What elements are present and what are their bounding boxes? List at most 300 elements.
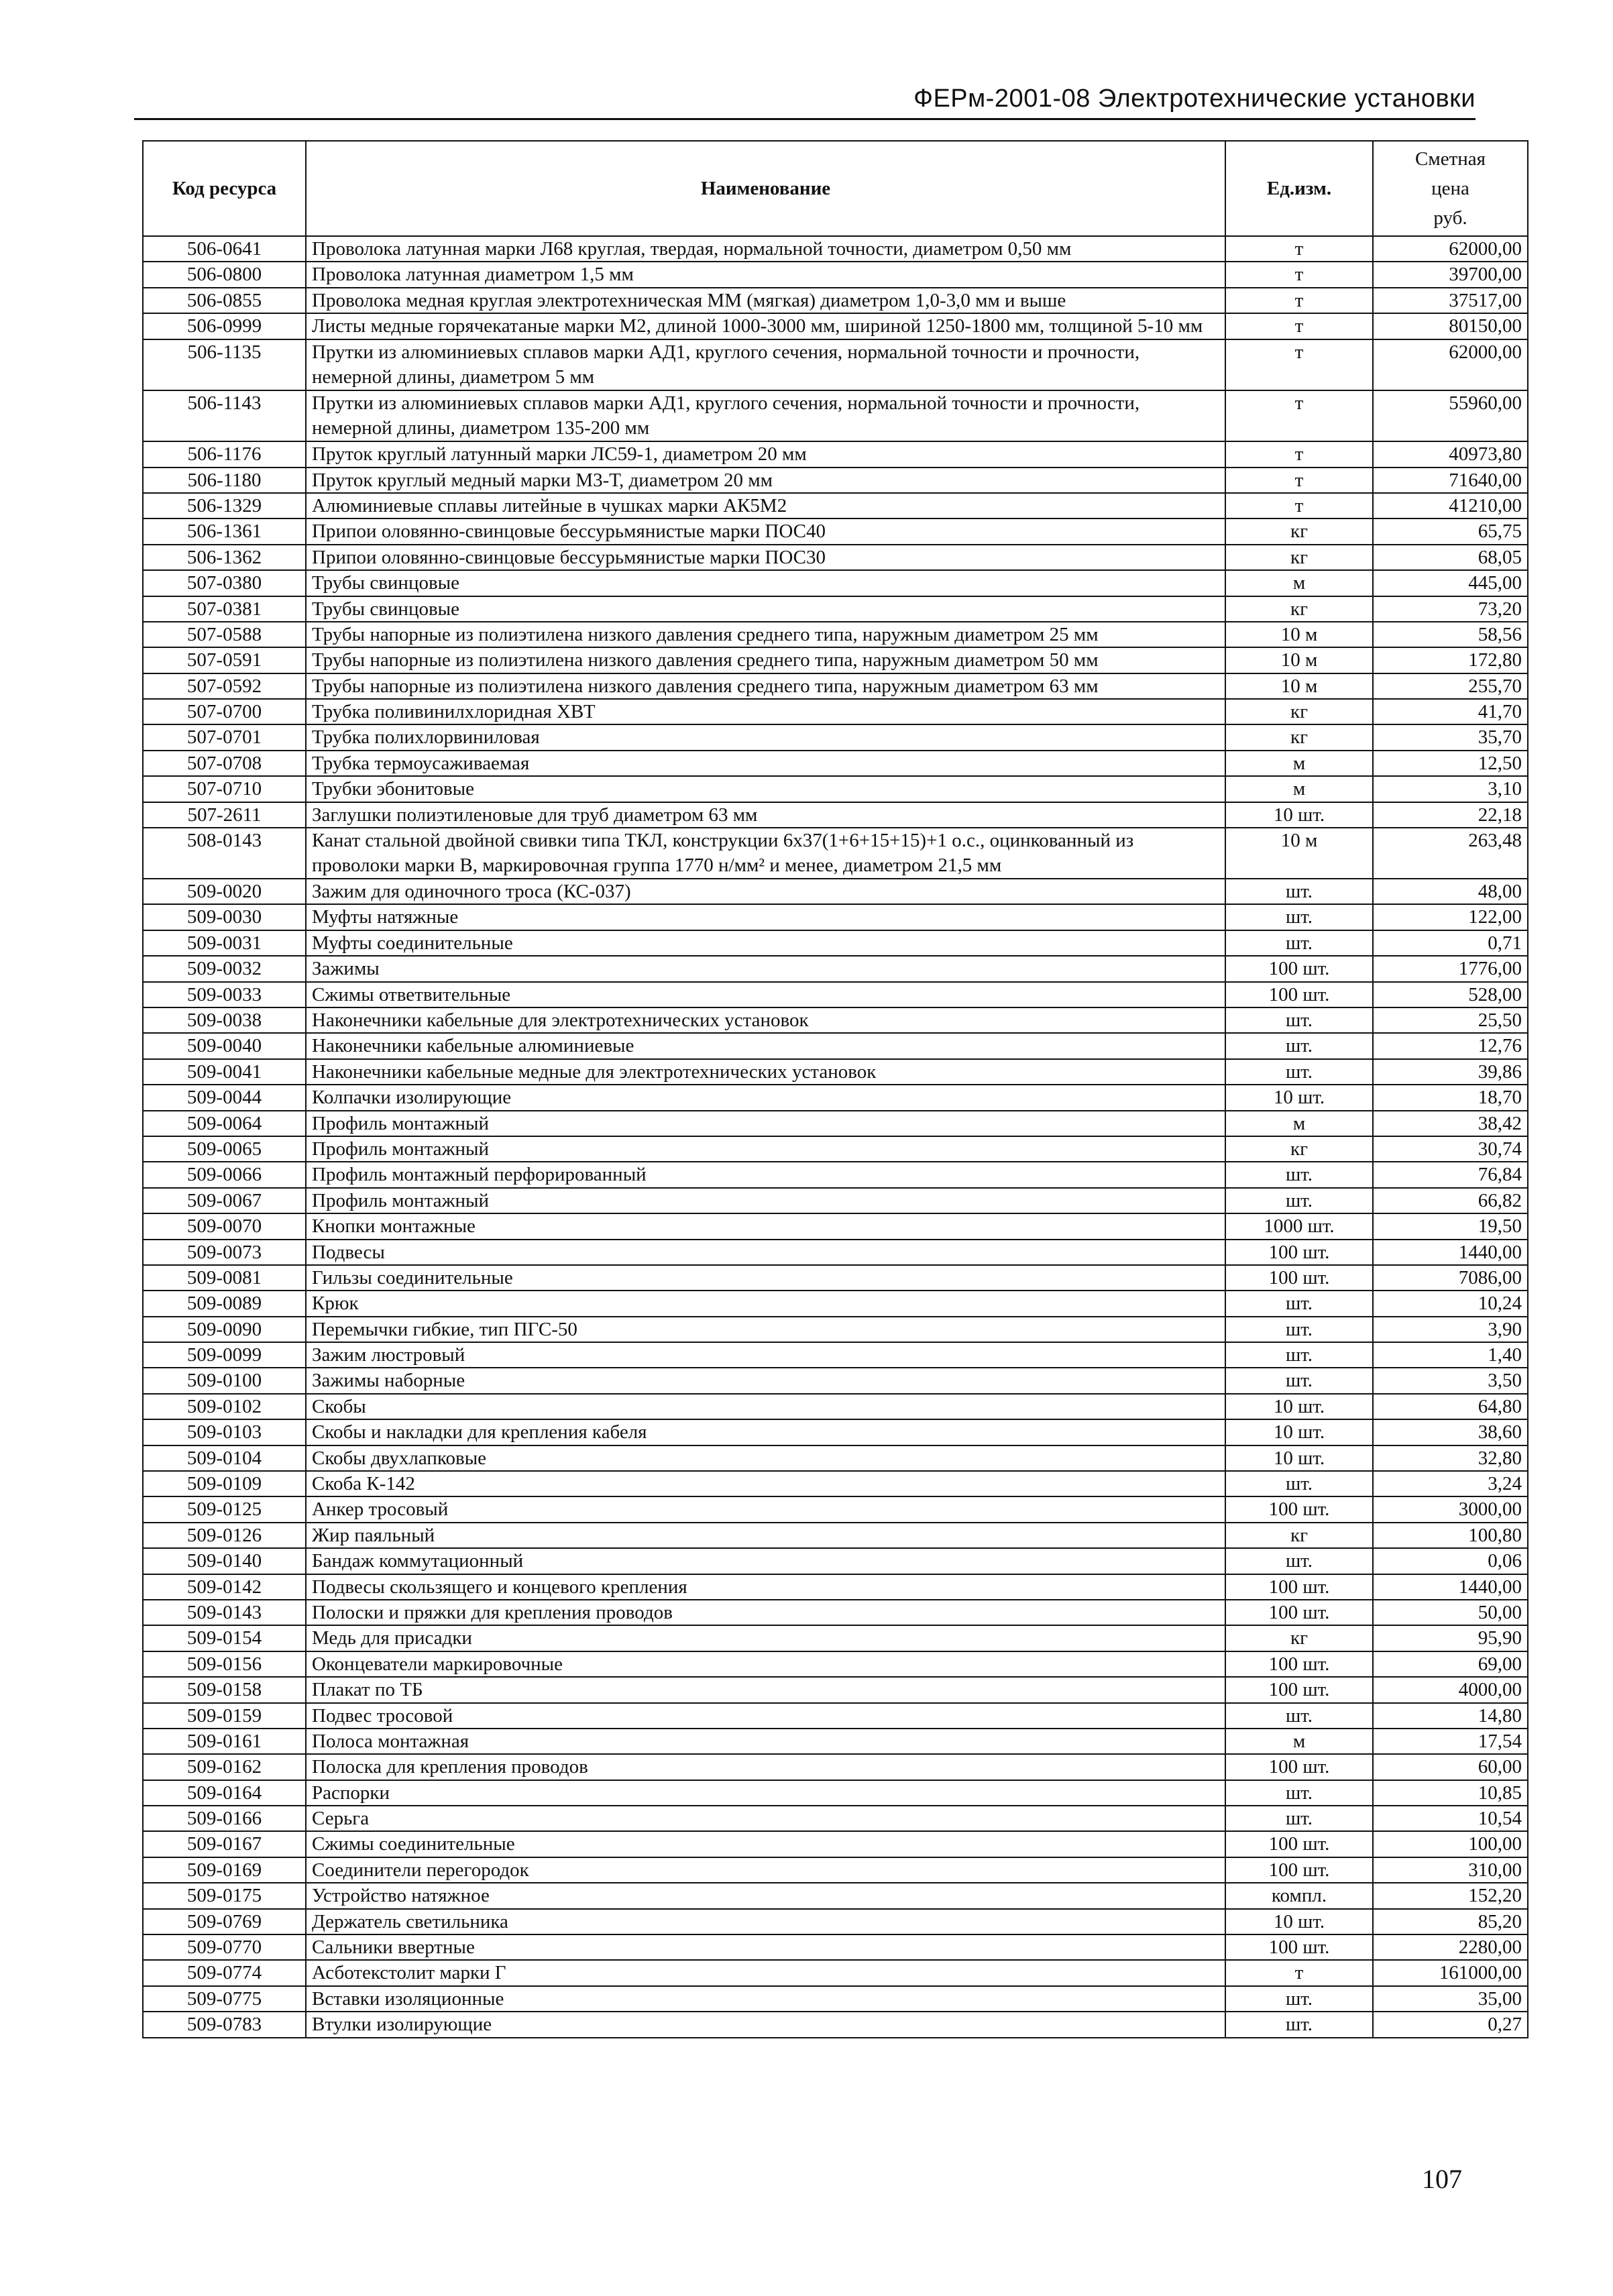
cell-price: 80150,00: [1373, 313, 1528, 339]
cell-code: 509-0100: [143, 1368, 306, 1393]
cell-price: 25,50: [1373, 1007, 1528, 1033]
table-row: [143, 1806, 1528, 1831]
table-row: [143, 1496, 1528, 1522]
cell-name: Профиль монтажный перфорированный: [306, 1162, 1225, 1187]
cell-code: 509-0161: [143, 1729, 306, 1754]
cell-name: Канат стальной двойной свивки типа ТКЛ, конструкции 6х37(1+6+15+15)+1 о.с., оцинкованный из проволоки марки В, маркировочная группа 1770 н/мм² и менее, диаметром 21,5 мм: [306, 828, 1225, 879]
table-body: [143, 236, 1528, 2038]
table-row: [143, 673, 1528, 699]
page-title: ФЕРм-2001-08 Электротехнические установки: [913, 85, 1476, 113]
cell-code: 509-0090: [143, 1317, 306, 1342]
cell-code: 507-0588: [143, 622, 306, 647]
cell-code: 509-0044: [143, 1085, 306, 1110]
cell-name: Трубы свинцовые: [306, 570, 1225, 596]
cell-unit: 100 шт.: [1225, 1240, 1373, 1265]
cell-name: Жир паяльный: [306, 1523, 1225, 1548]
table-row: [143, 1419, 1528, 1445]
cell-price: 68,05: [1373, 545, 1528, 570]
cell-name: Втулки изолирующие: [306, 2012, 1225, 2037]
cell-code: 509-0159: [143, 1703, 306, 1729]
table-row: [143, 1934, 1528, 1960]
cell-name: Трубы напорные из полиэтилена низкого давления среднего типа, наружным диаметром 63 мм: [306, 673, 1225, 699]
cell-name: Распорки: [306, 1780, 1225, 1806]
cell-price: 50,00: [1373, 1600, 1528, 1625]
table-row: [143, 1111, 1528, 1136]
cell-unit: т: [1225, 1960, 1373, 1985]
cell-unit: шт.: [1225, 1471, 1373, 1496]
cell-unit: т: [1225, 390, 1373, 441]
cell-code: 509-0032: [143, 956, 306, 981]
table-header-row: [143, 141, 1528, 236]
cell-name: Алюминиевые сплавы литейные в чушках марки АК5М2: [306, 493, 1225, 518]
table-row: [143, 1136, 1528, 1162]
cell-code: 509-0143: [143, 1600, 306, 1625]
cell-code: 506-1329: [143, 493, 306, 518]
cell-name: Скобы и накладки для крепления кабеля: [306, 1419, 1225, 1445]
cell-code: 507-2611: [143, 802, 306, 828]
cell-name: Полоски и пряжки для крепления проводов: [306, 1600, 1225, 1625]
table-row: [143, 751, 1528, 776]
cell-price: 35,70: [1373, 724, 1528, 750]
cell-name: Держатель светильника: [306, 1909, 1225, 1934]
cell-code: 509-0162: [143, 1754, 306, 1780]
table-row: [143, 1162, 1528, 1187]
cell-code: 509-0783: [143, 2012, 306, 2037]
table-row: [143, 1471, 1528, 1496]
cell-unit: 10 шт.: [1225, 1445, 1373, 1471]
cell-unit: шт.: [1225, 1342, 1373, 1368]
cell-unit: 10 шт.: [1225, 1909, 1373, 1934]
cell-name: Перемычки гибкие, тип ПГС-50: [306, 1317, 1225, 1342]
cell-price: 3,10: [1373, 776, 1528, 802]
table-row: [143, 879, 1528, 904]
cell-code: 509-0769: [143, 1909, 306, 1934]
table-row: [143, 1831, 1528, 1857]
cell-name: Припои оловянно-свинцовые бессурьмянистые марки ПОС40: [306, 518, 1225, 544]
table-row: [143, 1317, 1528, 1342]
column-header-price-line2: цена: [1431, 178, 1469, 199]
table-row: [143, 1909, 1528, 1934]
cell-unit: компл.: [1225, 1883, 1373, 1908]
cell-price: 122,00: [1373, 904, 1528, 930]
cell-name: Трубка поливинилхлоридная ХВТ: [306, 699, 1225, 724]
table-row: [143, 647, 1528, 673]
cell-code: 509-0102: [143, 1394, 306, 1419]
cell-price: 85,20: [1373, 1909, 1528, 1934]
cell-price: 0,06: [1373, 1548, 1528, 1574]
table-row: [143, 699, 1528, 724]
table-row: [143, 1600, 1528, 1625]
cell-price: 10,85: [1373, 1780, 1528, 1806]
table-row: [143, 1986, 1528, 2012]
cell-name: Проволока медная круглая электротехническая ММ (мягкая) диаметром 1,0-3,0 мм и выше: [306, 288, 1225, 313]
cell-unit: шт.: [1225, 1703, 1373, 1729]
cell-name: Подвесы скользящего и концевого крепления: [306, 1574, 1225, 1600]
cell-price: 38,42: [1373, 1111, 1528, 1136]
cell-price: 12,76: [1373, 1033, 1528, 1058]
table-row: [143, 339, 1528, 390]
cell-unit: 100 шт.: [1225, 1754, 1373, 1780]
cell-code: 506-1135: [143, 339, 306, 390]
table-row: [143, 1548, 1528, 1574]
cell-code: 507-0708: [143, 751, 306, 776]
cell-name: Пруток круглый латунный марки ЛС59-1, диаметром 20 мм: [306, 441, 1225, 467]
cell-code: 509-0065: [143, 1136, 306, 1162]
cell-price: 1440,00: [1373, 1574, 1528, 1600]
cell-price: 10,24: [1373, 1291, 1528, 1316]
table-row: [143, 776, 1528, 802]
cell-code: 509-0040: [143, 1033, 306, 1058]
cell-price: 18,70: [1373, 1085, 1528, 1110]
table-row: [143, 1213, 1528, 1239]
cell-unit: шт.: [1225, 930, 1373, 956]
cell-price: 35,00: [1373, 1986, 1528, 2012]
cell-name: Сальники ввертные: [306, 1934, 1225, 1960]
cell-price: 10,54: [1373, 1806, 1528, 1831]
cell-unit: шт.: [1225, 1007, 1373, 1033]
cell-code: 506-1361: [143, 518, 306, 544]
cell-code: 509-0067: [143, 1188, 306, 1213]
cell-name: Соединители перегородок: [306, 1857, 1225, 1883]
column-header-code: Код ресурса: [143, 141, 306, 236]
cell-unit: шт.: [1225, 1806, 1373, 1831]
cell-unit: 100 шт.: [1225, 1651, 1373, 1677]
cell-unit: 100 шт.: [1225, 1265, 1373, 1291]
cell-code: 509-0156: [143, 1651, 306, 1677]
cell-unit: 100 шт.: [1225, 1574, 1373, 1600]
cell-unit: м: [1225, 1111, 1373, 1136]
cell-price: 38,60: [1373, 1419, 1528, 1445]
cell-unit: м: [1225, 570, 1373, 596]
cell-name: Зажимы наборные: [306, 1368, 1225, 1393]
cell-unit: 10 шт.: [1225, 802, 1373, 828]
table-row: [143, 1625, 1528, 1651]
cell-price: 172,80: [1373, 647, 1528, 673]
table-row: [143, 724, 1528, 750]
cell-name: Трубы напорные из полиэтилена низкого давления среднего типа, наружным диаметром 25 мм: [306, 622, 1225, 647]
cell-code: 509-0774: [143, 1960, 306, 1985]
cell-price: 0,71: [1373, 930, 1528, 956]
table-row: [143, 828, 1528, 879]
column-header-name: Наименование: [306, 141, 1225, 236]
cell-name: Наконечники кабельные алюминиевые: [306, 1033, 1225, 1058]
cell-unit: шт.: [1225, 1059, 1373, 1085]
table-row: [143, 1780, 1528, 1806]
table-row: [143, 802, 1528, 828]
cell-unit: т: [1225, 441, 1373, 467]
cell-code: 509-0103: [143, 1419, 306, 1445]
cell-name: Листы медные горячекатаные марки М2, длиной 1000-3000 мм, шириной 1250-1800 мм, толщиной 5-10 мм: [306, 313, 1225, 339]
table-row: [143, 390, 1528, 441]
cell-price: 58,56: [1373, 622, 1528, 647]
page-number: 107: [1422, 2164, 1462, 2194]
cell-name: Крюк: [306, 1291, 1225, 1316]
cell-code: 509-0033: [143, 982, 306, 1007]
cell-price: 3,24: [1373, 1471, 1528, 1496]
table-row: [143, 468, 1528, 493]
cell-name: Оконцеватели маркировочные: [306, 1651, 1225, 1677]
cell-code: 506-0800: [143, 262, 306, 287]
table-row: [143, 262, 1528, 287]
cell-code: 509-0070: [143, 1213, 306, 1239]
cell-unit: шт.: [1225, 2012, 1373, 2037]
cell-code: 506-0999: [143, 313, 306, 339]
cell-unit: шт.: [1225, 1780, 1373, 1806]
cell-code: 509-0064: [143, 1111, 306, 1136]
cell-unit: шт.: [1225, 1033, 1373, 1058]
cell-code: 509-0775: [143, 1986, 306, 2012]
cell-price: 100,00: [1373, 1831, 1528, 1857]
cell-code: 509-0066: [143, 1162, 306, 1187]
column-header-price-line1: Сметная: [1415, 148, 1486, 170]
table-row: [143, 1729, 1528, 1754]
cell-name: Сжимы соединительные: [306, 1831, 1225, 1857]
cell-code: 506-0855: [143, 288, 306, 313]
cell-code: 506-1180: [143, 468, 306, 493]
table-row: [143, 1677, 1528, 1702]
cell-code: 507-0710: [143, 776, 306, 802]
cell-code: 509-0140: [143, 1548, 306, 1574]
cell-name: Профиль монтажный: [306, 1188, 1225, 1213]
column-header-price-line3: руб.: [1433, 207, 1467, 229]
cell-unit: кг: [1225, 1523, 1373, 1548]
cell-price: 48,00: [1373, 879, 1528, 904]
cell-unit: т: [1225, 468, 1373, 493]
resource-table: [142, 140, 1528, 2038]
cell-name: Скоба К-142: [306, 1471, 1225, 1496]
cell-price: 1,40: [1373, 1342, 1528, 1368]
cell-name: Прутки из алюминиевых сплавов марки АД1, круглого сечения, нормальной точности и прочности, немерной длины, диаметром 5 мм: [306, 339, 1225, 390]
table-row: [143, 1265, 1528, 1291]
cell-name: Плакат по ТБ: [306, 1677, 1225, 1702]
cell-name: Полоса монтажная: [306, 1729, 1225, 1754]
cell-unit: кг: [1225, 518, 1373, 544]
cell-price: 32,80: [1373, 1445, 1528, 1471]
cell-price: 76,84: [1373, 1162, 1528, 1187]
cell-code: 509-0038: [143, 1007, 306, 1033]
cell-name: Трубы свинцовые: [306, 596, 1225, 622]
cell-name: Асботекстолит марки Г: [306, 1960, 1225, 1985]
table-row: [143, 956, 1528, 981]
cell-price: 3,50: [1373, 1368, 1528, 1393]
table-row: [143, 236, 1528, 262]
cell-code: 509-0099: [143, 1342, 306, 1368]
cell-price: 39700,00: [1373, 262, 1528, 287]
table-row: [143, 441, 1528, 467]
table-row: [143, 313, 1528, 339]
cell-unit: т: [1225, 339, 1373, 390]
cell-unit: т: [1225, 262, 1373, 287]
cell-name: Припои оловянно-свинцовые бессурьмянистые марки ПОС30: [306, 545, 1225, 570]
cell-code: 509-0770: [143, 1934, 306, 1960]
cell-price: 95,90: [1373, 1625, 1528, 1651]
cell-code: 507-0592: [143, 673, 306, 699]
cell-unit: шт.: [1225, 1162, 1373, 1187]
cell-code: 509-0104: [143, 1445, 306, 1471]
cell-unit: 100 шт.: [1225, 1677, 1373, 1702]
cell-unit: 10 шт.: [1225, 1419, 1373, 1445]
table-row: [143, 570, 1528, 596]
cell-price: 100,80: [1373, 1523, 1528, 1548]
table-row: [143, 1033, 1528, 1058]
cell-unit: шт.: [1225, 1188, 1373, 1213]
table-row: [143, 1960, 1528, 1985]
cell-unit: т: [1225, 313, 1373, 339]
cell-unit: м: [1225, 751, 1373, 776]
cell-unit: шт.: [1225, 1291, 1373, 1316]
cell-price: 3000,00: [1373, 1496, 1528, 1522]
table-row: [143, 1703, 1528, 1729]
cell-code: 508-0143: [143, 828, 306, 879]
cell-code: 509-0166: [143, 1806, 306, 1831]
cell-code: 509-0142: [143, 1574, 306, 1600]
cell-price: 62000,00: [1373, 236, 1528, 262]
cell-name: Трубка термоусаживаемая: [306, 751, 1225, 776]
table-row: [143, 1651, 1528, 1677]
cell-name: Трубки эбонитовые: [306, 776, 1225, 802]
cell-price: 39,86: [1373, 1059, 1528, 1085]
cell-price: 41210,00: [1373, 493, 1528, 518]
cell-unit: 10 м: [1225, 622, 1373, 647]
cell-code: 509-0164: [143, 1780, 306, 1806]
table-row: [143, 1291, 1528, 1316]
table-row: [143, 1059, 1528, 1085]
cell-unit: кг: [1225, 699, 1373, 724]
table-row: [143, 622, 1528, 647]
cell-name: Сжимы ответвительные: [306, 982, 1225, 1007]
cell-name: Пруток круглый медный марки М3-Т, диаметром 20 мм: [306, 468, 1225, 493]
page-header: [134, 79, 1476, 120]
cell-price: 30,74: [1373, 1136, 1528, 1162]
cell-unit: шт.: [1225, 1986, 1373, 2012]
cell-code: 509-0073: [143, 1240, 306, 1265]
cell-code: 509-0020: [143, 879, 306, 904]
cell-unit: 10 шт.: [1225, 1085, 1373, 1110]
cell-price: 1776,00: [1373, 956, 1528, 981]
cell-unit: кг: [1225, 724, 1373, 750]
cell-name: Устройство натяжное: [306, 1883, 1225, 1908]
cell-code: 509-0081: [143, 1265, 306, 1291]
cell-name: Подвесы: [306, 1240, 1225, 1265]
cell-price: 3,90: [1373, 1317, 1528, 1342]
cell-name: Скобы двухлапковые: [306, 1445, 1225, 1471]
cell-name: Прутки из алюминиевых сплавов марки АД1, круглого сечения, нормальной точности и прочности, немерной длины, диаметром 135-200 мм: [306, 390, 1225, 441]
cell-name: Трубка полихлорвиниловая: [306, 724, 1225, 750]
cell-unit: шт.: [1225, 1548, 1373, 1574]
cell-name: Зажим люстровый: [306, 1342, 1225, 1368]
table-row: [143, 518, 1528, 544]
table-row: [143, 1085, 1528, 1110]
cell-name: Скобы: [306, 1394, 1225, 1419]
table-row: [143, 930, 1528, 956]
cell-price: 7086,00: [1373, 1265, 1528, 1291]
cell-name: Муфты натяжные: [306, 904, 1225, 930]
cell-code: 509-0031: [143, 930, 306, 956]
cell-price: 41,70: [1373, 699, 1528, 724]
cell-price: 37517,00: [1373, 288, 1528, 313]
cell-unit: 10 шт.: [1225, 1394, 1373, 1419]
cell-price: 65,75: [1373, 518, 1528, 544]
cell-unit: т: [1225, 236, 1373, 262]
cell-code: 509-0089: [143, 1291, 306, 1316]
cell-price: 60,00: [1373, 1754, 1528, 1780]
cell-code: 509-0126: [143, 1523, 306, 1548]
cell-unit: 100 шт.: [1225, 1831, 1373, 1857]
column-header-unit: Ед.изм.: [1225, 141, 1373, 236]
table-row: [143, 1574, 1528, 1600]
cell-name: Наконечники кабельные для электротехнических установок: [306, 1007, 1225, 1033]
cell-unit: кг: [1225, 596, 1373, 622]
cell-name: Заглушки полиэтиленовые для труб диаметром 63 мм: [306, 802, 1225, 828]
table-row: [143, 1445, 1528, 1471]
table-row: [143, 1857, 1528, 1883]
cell-code: 507-0701: [143, 724, 306, 750]
cell-code: 507-0700: [143, 699, 306, 724]
cell-price: 2280,00: [1373, 1934, 1528, 1960]
cell-price: 14,80: [1373, 1703, 1528, 1729]
table-row: [143, 982, 1528, 1007]
cell-name: Вставки изоляционные: [306, 1986, 1225, 2012]
cell-code: 509-0154: [143, 1625, 306, 1651]
table-row: [143, 1188, 1528, 1213]
table-row: [143, 1394, 1528, 1419]
cell-name: Гильзы соединительные: [306, 1265, 1225, 1291]
cell-code: 506-1143: [143, 390, 306, 441]
table-row: [143, 493, 1528, 518]
cell-price: 69,00: [1373, 1651, 1528, 1677]
cell-code: 506-1362: [143, 545, 306, 570]
cell-price: 255,70: [1373, 673, 1528, 699]
cell-code: 509-0125: [143, 1496, 306, 1522]
cell-code: 509-0175: [143, 1883, 306, 1908]
cell-unit: 10 м: [1225, 828, 1373, 879]
cell-price: 152,20: [1373, 1883, 1528, 1908]
cell-unit: 100 шт.: [1225, 1857, 1373, 1883]
cell-price: 17,54: [1373, 1729, 1528, 1754]
cell-price: 22,18: [1373, 802, 1528, 828]
cell-name: Проволока латунная диаметром 1,5 мм: [306, 262, 1225, 287]
table-row: [143, 904, 1528, 930]
cell-unit: кг: [1225, 545, 1373, 570]
cell-price: 64,80: [1373, 1394, 1528, 1419]
cell-unit: 10 м: [1225, 647, 1373, 673]
cell-code: 509-0158: [143, 1677, 306, 1702]
cell-name: Колпачки изолирующие: [306, 1085, 1225, 1110]
cell-name: Медь для присадки: [306, 1625, 1225, 1651]
cell-unit: 100 шт.: [1225, 956, 1373, 981]
cell-unit: 100 шт.: [1225, 1496, 1373, 1522]
cell-price: 62000,00: [1373, 339, 1528, 390]
cell-price: 66,82: [1373, 1188, 1528, 1213]
cell-name: Профиль монтажный: [306, 1111, 1225, 1136]
cell-price: 310,00: [1373, 1857, 1528, 1883]
table-row: [143, 1754, 1528, 1780]
cell-price: 40973,80: [1373, 441, 1528, 467]
cell-name: Серьга: [306, 1806, 1225, 1831]
cell-unit: 100 шт.: [1225, 1600, 1373, 1625]
cell-unit: 100 шт.: [1225, 982, 1373, 1007]
table-row: [143, 1342, 1528, 1368]
cell-unit: м: [1225, 776, 1373, 802]
cell-price: 528,00: [1373, 982, 1528, 1007]
cell-unit: т: [1225, 288, 1373, 313]
cell-name: Наконечники кабельные медные для электротехнических установок: [306, 1059, 1225, 1085]
cell-name: Профиль монтажный: [306, 1136, 1225, 1162]
cell-price: 445,00: [1373, 570, 1528, 596]
cell-code: 509-0030: [143, 904, 306, 930]
table-row: [143, 1007, 1528, 1033]
table-row: [143, 1240, 1528, 1265]
